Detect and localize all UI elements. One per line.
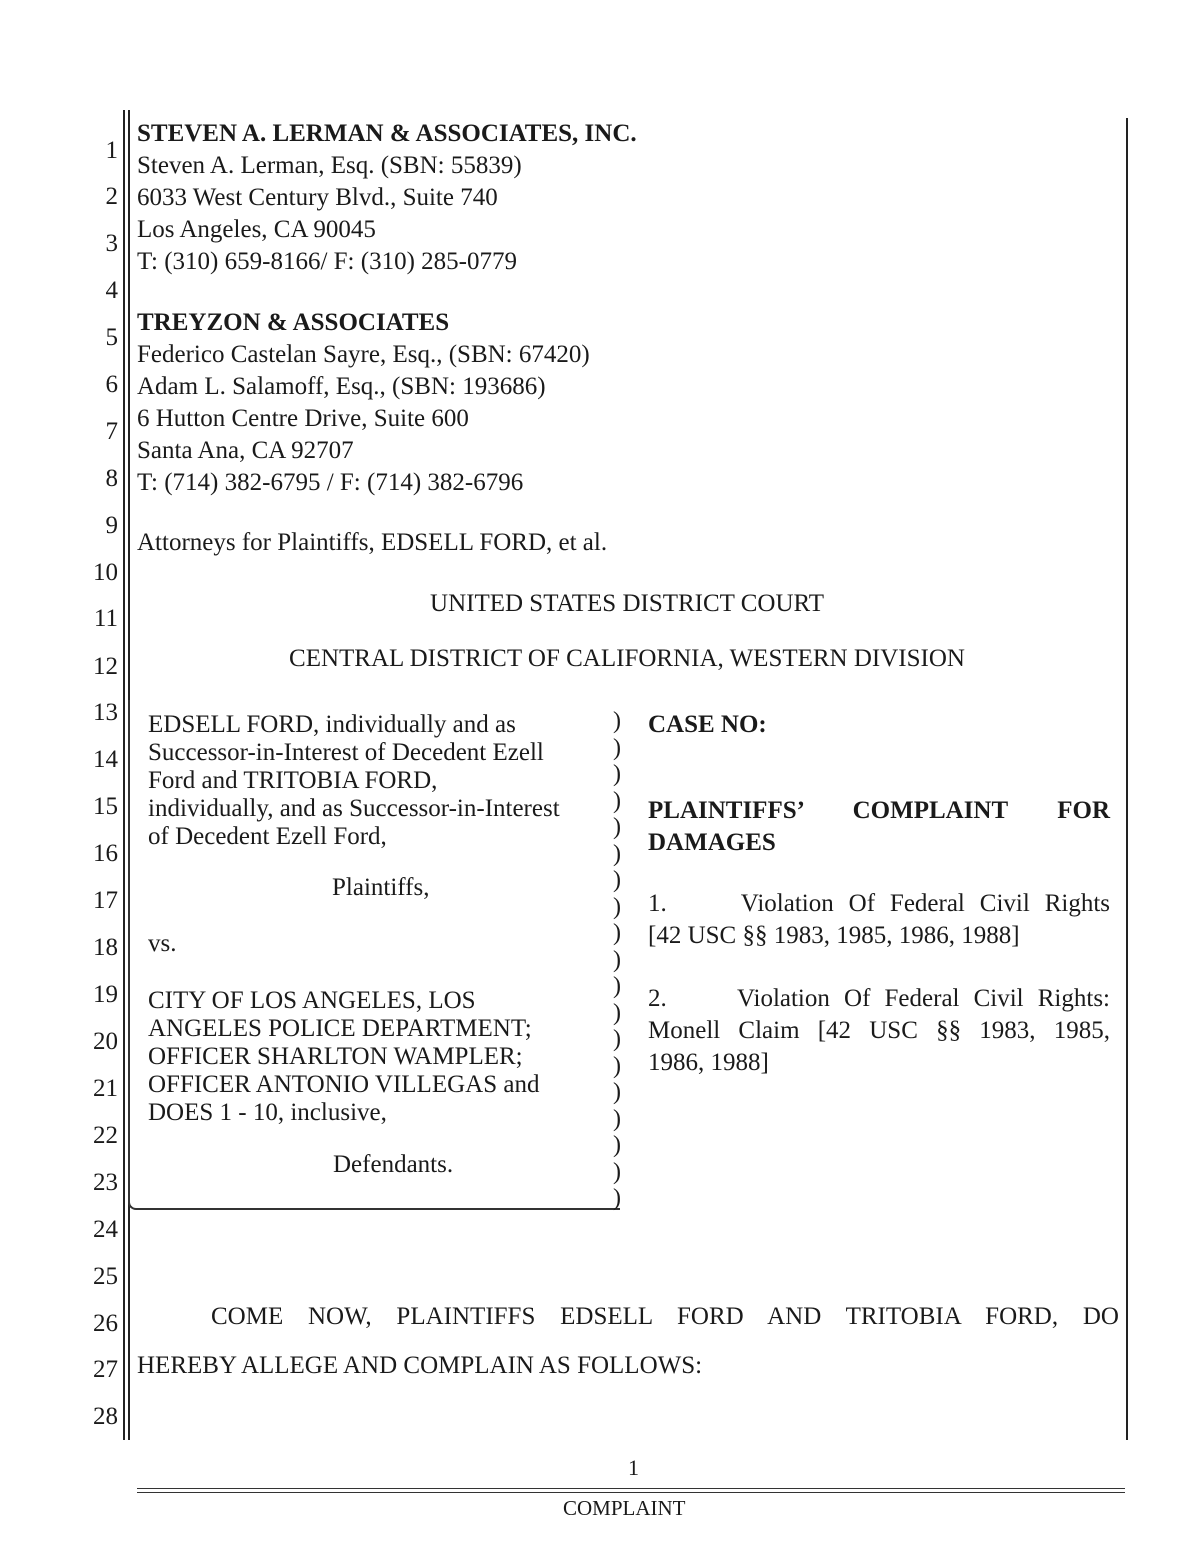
plaintiffs-line: Ford and TRITOBIA FORD, [148,767,438,794]
line-number: 24 [93,1216,118,1243]
firm1-attorney: Steven A. Lerman, Esq. (SBN: 55839) [137,152,522,179]
complaint-title-line2: DAMAGES [648,829,776,856]
line-number: 4 [105,277,118,304]
line-number: 19 [93,981,118,1008]
defendants-line: ANGELES POLICE DEPARTMENT; [148,1015,532,1042]
caption-paren: ) [613,1158,621,1185]
firm2-phone: T: (714) 382-6795 / F: (714) 382-6796 [137,469,524,496]
firm1-name: STEVEN A. LERMAN & ASSOCIATES, INC. [137,120,637,147]
line-number: 14 [93,746,118,773]
plaintiffs-line: individually, and as Successor-in-Interest [148,795,560,822]
defendants-line: DOES 1 - 10, inclusive, [148,1099,387,1126]
line-number: 8 [105,465,118,492]
caption-paren: ) [613,1026,621,1052]
line-number: 17 [93,887,118,914]
defendants-line: CITY OF LOS ANGELES, LOS [148,987,476,1014]
firm2-name: TREYZON & ASSOCIATES [137,309,450,336]
right-margin-rule [1126,118,1128,1440]
claim-1-line2: [42 USC §§ 1983, 1985, 1986, 1988] [648,922,1020,949]
caption-paren: ) [613,1105,621,1132]
line-number: 18 [93,934,118,961]
caption-paren: ) [613,1052,621,1079]
caption-paren: ) [613,867,621,893]
caption-paren: ) [613,946,621,973]
defendants-block [148,987,539,1127]
firm1-address-line1: 6033 West Century Blvd., Suite 740 [137,184,498,211]
claim-1-line1: 1. Violation Of Federal Civil Rights [648,890,1110,917]
caption-paren: ) [613,708,621,734]
line-number: 25 [93,1263,118,1290]
caption-paren: ) [613,920,621,946]
footer-label: COMPLAINT [563,1496,686,1520]
line-number: 21 [93,1075,118,1102]
line-number: 6 [105,371,118,398]
caption-paren: ) [613,840,621,867]
body-line1 [137,1303,1119,1331]
caption-paren: ) [613,999,621,1026]
complaint-title-line1: PLAINTIFFS’ COMPLAINT FOR [648,797,1110,824]
complaint-title [648,795,1110,859]
footer-rule-top [137,1488,1125,1489]
court-district: CENTRAL DISTRICT OF CALIFORNIA, WESTERN DIVISION [289,645,965,672]
claim-1 [648,888,1110,952]
firm1-block [137,118,637,278]
plaintiffs-label: Plaintiffs, [332,874,430,901]
line-number: 16 [93,840,118,867]
plaintiffs-line: Successor-in-Interest of Decedent Ezell [148,739,544,766]
line-number: 5 [105,324,118,351]
line-number: 28 [93,1403,118,1430]
caption-parens [613,708,621,1212]
line-number: 3 [105,230,118,257]
claim-2 [648,983,1110,1079]
case-no-label: CASE NO: [648,711,767,738]
caption-paren: ) [613,1132,621,1158]
left-margin-rule-outer [123,110,125,1440]
line-number: 1 [105,137,118,164]
claim-2-line2: Monell Claim [42 USC §§ 1983, 1985, [648,1017,1110,1044]
firm2-address-line2: Santa Ana, CA 92707 [137,437,354,464]
plaintiffs-line: of Decedent Ezell Ford, [148,823,387,850]
court-name: UNITED STATES DISTRICT COURT [430,590,824,617]
attorneys-for: Attorneys for Plaintiffs, EDSELL FORD, et al. [137,529,608,556]
line-number: 12 [93,653,118,680]
body-line2: HEREBY ALLEGE AND COMPLAIN AS FOLLOWS: [137,1352,703,1379]
line-number: 2 [105,183,118,210]
defendants-label: Defendants. [333,1151,454,1178]
firm2-attorney2: Adam L. Salamoff, Esq., (SBN: 193686) [137,373,546,400]
firm1-phone: T: (310) 659-8166/ F: (310) 285-0779 [137,248,517,275]
claim-2-line1: 2. Violation Of Federal Civil Rights: [648,985,1110,1012]
caption-paren: ) [613,973,621,999]
firm1-address-line2: Los Angeles, CA 90045 [137,216,376,243]
caption-paren: ) [613,1079,621,1105]
line-number: 11 [93,605,118,632]
line-number: 27 [93,1356,118,1383]
line-number: 23 [93,1169,118,1196]
caption-paren: ) [613,1185,621,1211]
caption-paren: ) [613,734,621,761]
line-number: 9 [105,512,118,539]
line-number: 26 [93,1310,118,1337]
line-number: 7 [105,418,118,445]
firm2-block [137,307,590,499]
firm2-attorney1: Federico Castelan Sayre, Esq., (SBN: 67420) [137,341,590,368]
defendants-line: OFFICER ANTONIO VILLEGAS and [148,1071,540,1098]
caption-paren: ) [613,761,621,787]
firm2-address-line1: 6 Hutton Centre Drive, Suite 600 [137,405,469,432]
line-number: 13 [93,699,118,726]
plaintiffs-line: EDSELL FORD, individually and as [148,711,516,738]
versus: vs. [148,930,177,957]
claim-2-line3: 1986, 1988] [648,1049,769,1076]
defendants-line: OFFICER SHARLTON WAMPLER; [148,1043,523,1070]
page-number: 1 [628,1455,639,1480]
caption-paren: ) [613,893,621,920]
caption-paren: ) [613,787,621,814]
line-number: 10 [93,559,118,586]
plaintiffs-block [148,711,560,851]
line-number: 20 [93,1028,118,1055]
body-line1-text: COME NOW, PLAINTIFFS EDSELL FORD AND TRITOBIA FORD, DO [211,1303,1119,1330]
caption-paren: ) [613,814,621,840]
line-number: 22 [93,1122,118,1149]
line-number: 15 [93,793,118,820]
footer-rule-bottom [137,1492,1125,1493]
